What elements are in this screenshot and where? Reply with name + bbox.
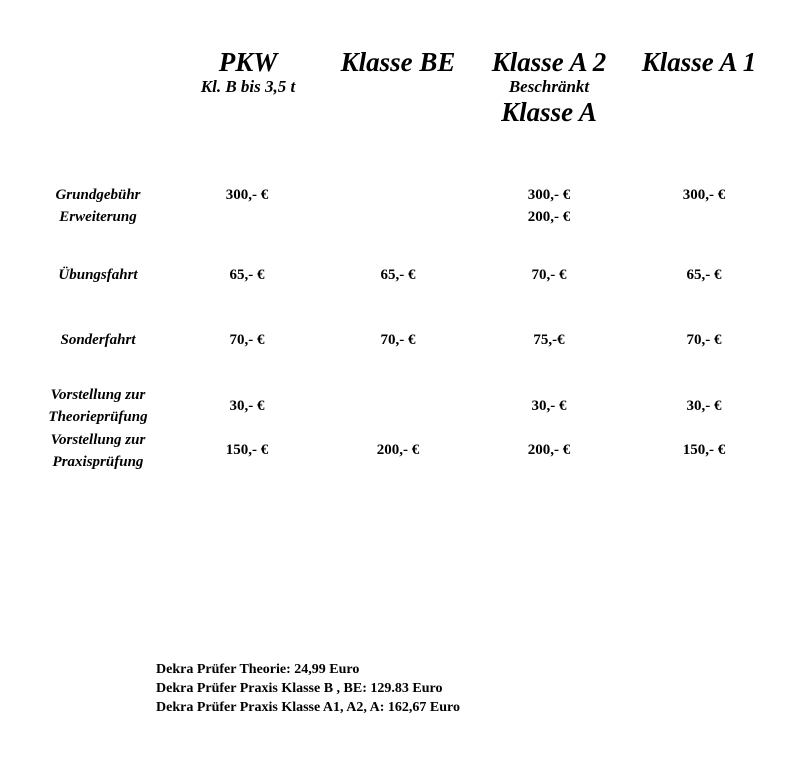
header-pkw-title: PKW [218,47,278,77]
footer-line-theorie: Dekra Prüfer Theorie: 24,99 Euro [156,662,360,677]
cell-uebung-a1: 65,- € [686,267,722,283]
cell-theorie-a2: 30,- € [531,398,567,414]
row-label-line: Grundgebühr [55,187,141,203]
cell-sonder-be: 70,- € [380,332,416,348]
header-a1-title: Klasse A 1 [641,47,757,77]
cell-sonder-pkw: 70,- € [229,332,265,348]
cell-uebung-be: 65,- € [380,267,416,283]
cell-theorie-pkw: 30,- € [229,398,265,414]
header-a2-extra: Klasse A [501,97,597,127]
row-label-line: Erweiterung [59,209,137,225]
header-a2-title: Klasse A 2 [491,47,607,77]
row-label-theoriepruefung [48,384,147,428]
row-label-praxispruefung [51,429,146,473]
header-pkw [201,47,295,97]
cell-grund-pkw: 300,- € [225,187,269,203]
footer-line-praxis-b: Dekra Prüfer Praxis Klasse B , BE: 129.83 Euro [156,681,443,696]
row-label-grundgebuehr [55,184,140,228]
header-klasse-be [341,47,456,77]
header-be-title: Klasse BE [340,47,456,77]
footer-line-praxis-a: Dekra Prüfer Praxis Klasse A1, A2, A: 162,67 Euro [156,700,460,715]
footer-notes [156,660,460,717]
row-label-line: Vorstellung zur [50,387,146,403]
row-label-line: Vorstellung zur [50,432,146,448]
cell-grund-a2 [528,184,571,228]
cell-praxis-a1: 150,- € [682,442,726,458]
cell-line: 300,- € [527,187,571,203]
header-pkw-subtitle: Kl. B bis 3,5 t [200,77,296,96]
cell-grund-a1: 300,- € [682,187,726,203]
row-label-line: Theorieprüfung [48,409,148,425]
cell-praxis-a2: 200,- € [527,442,571,458]
row-label-uebungsfahrt: Übungsfahrt [58,267,138,283]
header-a2-subtitle: Beschränkt [508,77,590,96]
cell-sonder-a1: 70,- € [686,332,722,348]
row-label-sonderfahrt: Sonderfahrt [60,332,136,348]
row-label-line: Praxisprüfung [52,454,144,470]
cell-uebung-a2: 70,- € [531,267,567,283]
cell-line: 200,- € [527,209,571,225]
cell-theorie-a1: 30,- € [686,398,722,414]
cell-praxis-pkw: 150,- € [225,442,269,458]
cell-praxis-be: 200,- € [376,442,420,458]
cell-uebung-pkw: 65,- € [229,267,265,283]
header-klasse-a2 [492,47,607,127]
cell-sonder-a2: 75,-€ [533,332,565,348]
header-klasse-a1 [642,47,757,77]
